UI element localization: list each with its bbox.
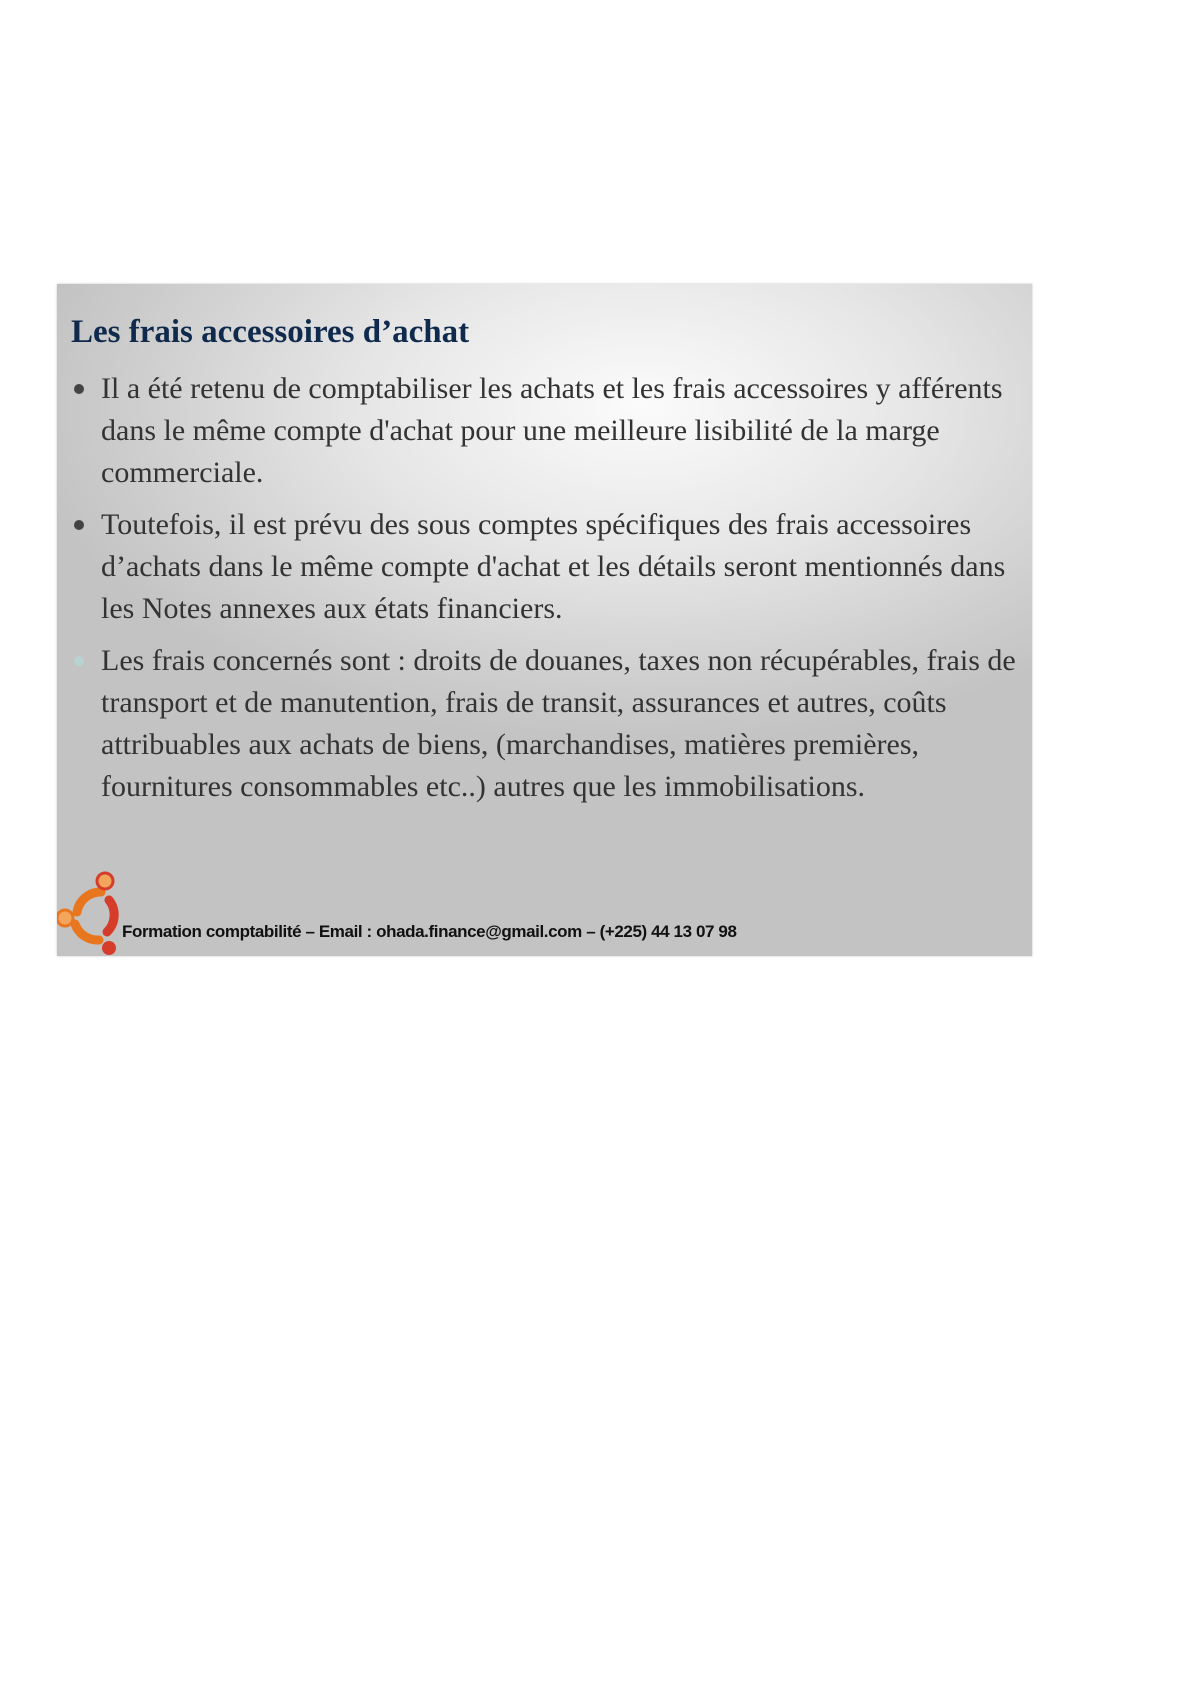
ubuntu-style-logo-icon	[57, 870, 123, 956]
bullet-item	[71, 504, 1016, 630]
slide-footer	[57, 866, 1032, 956]
bullet-text: Toutefois, il est prévu des sous comptes spécifiques des frais accessoires d’achats dans le même compte d'achat et les détails seront mentionnés dans les Notes annexes aux états financiers.	[101, 508, 1006, 625]
slide-title: Les frais accessoires d’achat	[71, 314, 470, 350]
bullet-text: Les frais concernés sont : droits de douanes, taxes non récupérables, frais de transport et de manutention, frais de transit, assurances et autres, coûts attribuables aux achats de biens, (marchandises, matières premières, fournitures consommables etc..) autres que les immobilisations.	[101, 644, 1016, 803]
slide	[57, 284, 1032, 956]
bullet-dot-icon	[74, 656, 84, 666]
bullet-dot-icon	[74, 520, 84, 530]
bullet-item	[71, 640, 1016, 808]
bullet-dot-icon	[74, 384, 84, 394]
footer-contact-text: Formation comptabilité – Email : ohada.finance@gmail.com – (+225) 44 13 07 98	[122, 922, 737, 941]
bullet-item	[71, 368, 1016, 494]
bullet-text: Il a été retenu de comptabiliser les achats et les frais accessoires y afférents dans le même compte d'achat pour une meilleure lisibilité de la marge commerciale.	[101, 372, 1003, 489]
bullet-list	[71, 368, 1016, 818]
